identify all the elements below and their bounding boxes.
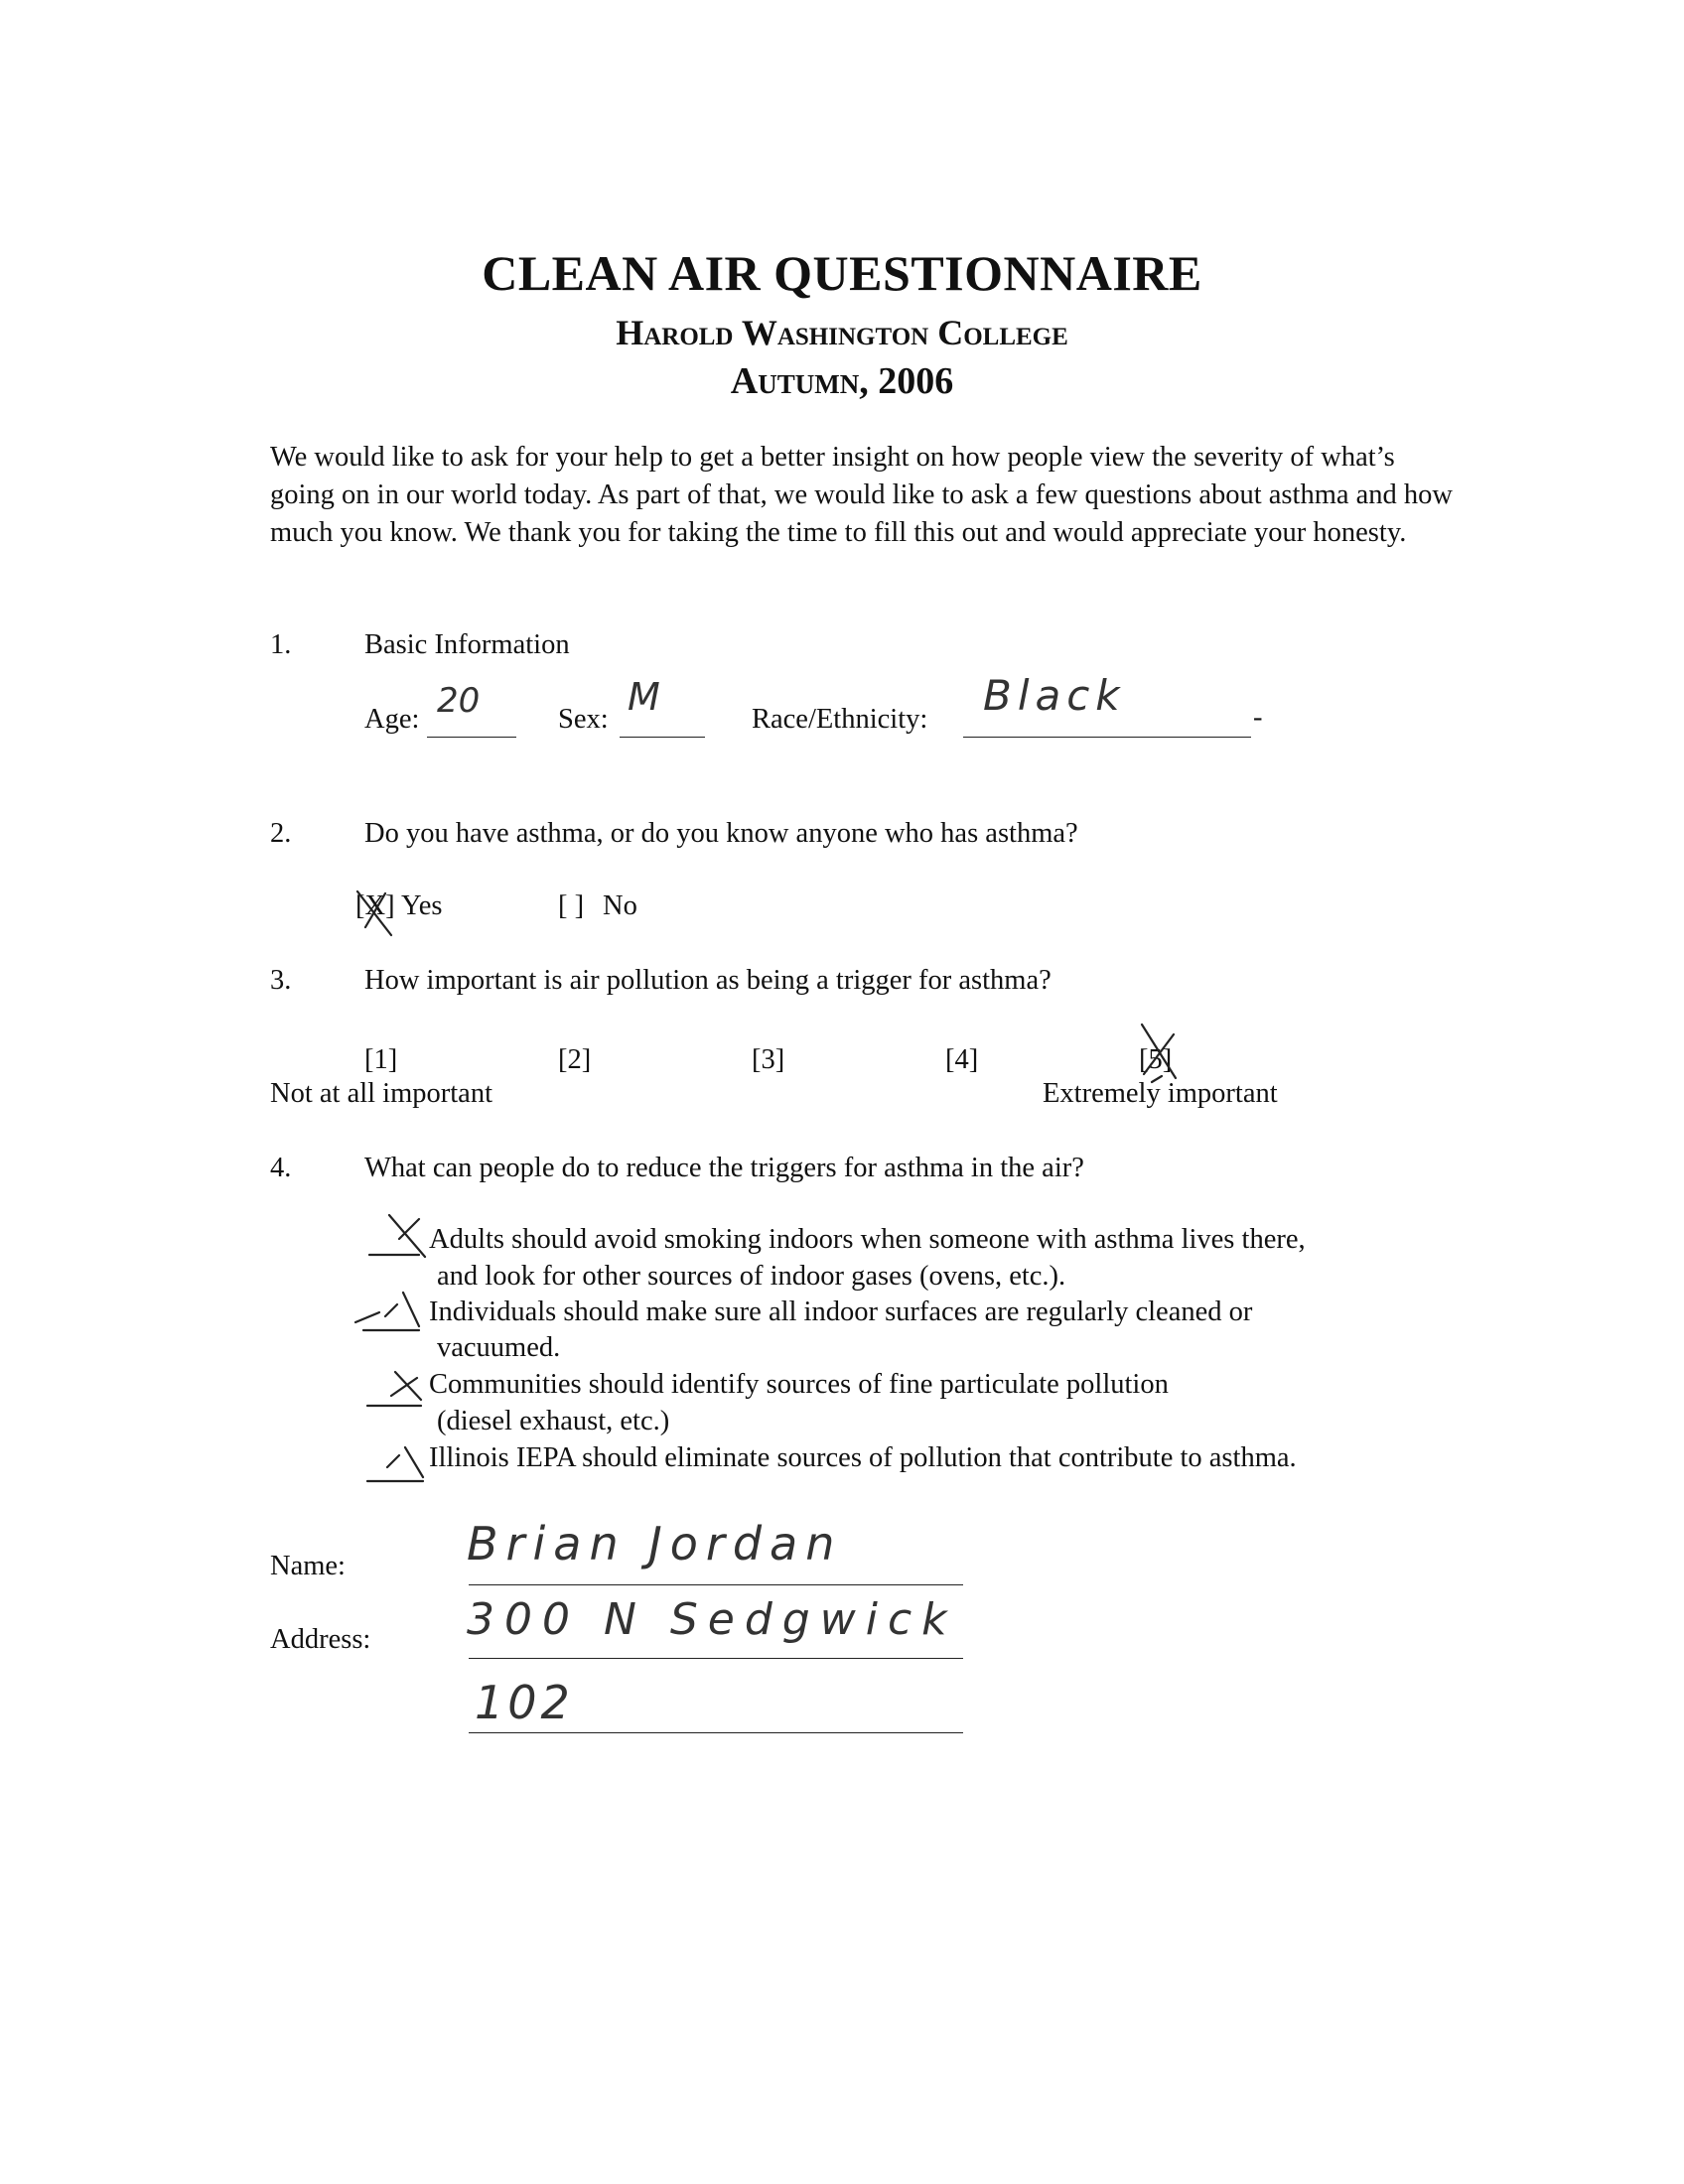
term: Autumn, 2006 [730,360,954,402]
q4-option-2-checkmark [350,1283,429,1342]
q4-option-3-checkmark [357,1360,437,1420]
sex-line [620,737,705,738]
q4-option-1-line1[interactable]: Adults should avoid smoking indoors when someone with asthma lives there, [429,1224,1306,1255]
race-line [963,737,1251,738]
sex-label: Sex: [558,704,609,735]
q2-text: Do you have asthma, or do you know anyone who has asthma? [364,818,1078,849]
q3-5-checkmark [1132,1021,1192,1090]
q2-no-label: No [603,890,637,921]
race-label: Race/Ethnicity: [752,704,928,735]
scale-4[interactable]: [4] [945,1044,979,1075]
name-line [469,1584,963,1585]
q4-option-4-line1[interactable]: Illinois IEPA should eliminate sources of pollution that contribute to asthma. [429,1442,1297,1473]
scale-low-label: Not at all important [270,1078,492,1109]
address-line-1 [469,1658,963,1659]
q1-text: Basic Information [364,629,570,660]
q4-number: 4. [270,1153,292,1183]
q4-option-1-checkmark [359,1205,439,1265]
q2-yes-label: Yes [401,890,443,921]
q2-yes-checkbox[interactable]: [X] [355,890,395,921]
scale-2[interactable]: [2] [558,1044,592,1075]
scale-5[interactable]: [5] [1139,1044,1173,1075]
address-label: Address: [270,1624,371,1655]
name-field[interactable]: Brian Jordan [467,1517,843,1570]
q4-option-1-line2: and look for other sources of indoor gases (ovens, etc.). [437,1261,1066,1292]
q4-option-2-line2: vacuumed. [437,1332,561,1363]
q3-number: 3. [270,965,292,996]
sex-field[interactable]: M [628,675,660,719]
intro-paragraph: We would like to ask for your help to get a better insight on how people view the severity of what’s going on in our world today. As part of that, we would like to ask a few questions about asthma and how much you know. We thank you for taking the time to fill this out and would appreciate your honesty. [270,442,1453,548]
q2-no-checkbox[interactable]: [ ] [558,890,585,921]
q1-number: 1. [270,629,292,660]
q3-text: How important is air pollution as being a trigger for asthma? [364,965,1052,996]
scale-3[interactable]: [3] [752,1044,785,1075]
age-line [427,737,516,738]
q2-yes-checkmark [351,884,411,943]
scale-1[interactable]: [1] [364,1044,398,1075]
college-name: Harold Washington College [616,313,1068,352]
form-title: CLEAN AIR QUESTIONNAIRE [482,245,1202,301]
q4-option-4-checkmark [359,1433,439,1493]
q2-number: 2. [270,818,292,849]
age-label: Age: [364,704,420,735]
address-line-2 [469,1732,963,1733]
scale-high-label: Extremely important [1043,1078,1278,1109]
q4-option-3-line2: (diesel exhaust, etc.) [437,1406,670,1436]
age-field[interactable]: 20 [437,681,481,721]
address-field-2[interactable]: 102 [475,1676,574,1729]
race-line-end: - [1253,702,1263,733]
race-field[interactable]: Black [983,671,1126,720]
q4-option-3-line1[interactable]: Communities should identify sources of fine particulate pollution [429,1369,1169,1400]
q4-text: What can people do to reduce the triggers for asthma in the air? [364,1153,1084,1183]
name-label: Name: [270,1551,346,1581]
q4-option-2-line1[interactable]: Individuals should make sure all indoor surfaces are regularly cleaned or [429,1297,1253,1327]
address-field-1[interactable]: 300 N Sedgwick [467,1594,957,1645]
